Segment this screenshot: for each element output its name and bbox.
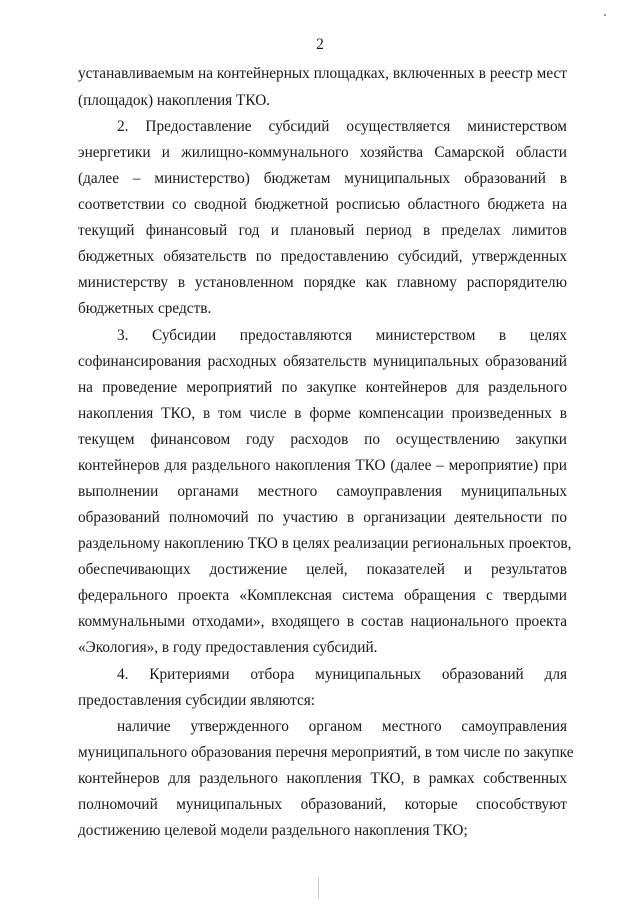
text-line: коммунальными отходами», входящего в состав национального проекта <box>78 613 567 630</box>
text-line: (далее – министерство) бюджетам муниципальных образований в <box>78 170 567 187</box>
text-line: полномочий муниципальных образований, которые способствуют <box>78 796 567 813</box>
text-line: 4. Критериями отбора муниципальных образований для <box>117 666 567 683</box>
text-line: выполнении органами местного самоуправления муниципальных <box>78 483 567 500</box>
text-line: наличие утвержденного органом местного самоуправления <box>117 718 567 735</box>
text-line: накопления ТКО, в том числе в форме компенсации произведенных в <box>78 405 567 422</box>
text-line: достижению целевой модели раздельного накопления ТКО; <box>78 822 468 839</box>
text-line: софинансирования расходных обязательств муниципальных образований <box>78 353 567 370</box>
text-line: «Экология», в году предоставления субсидий. <box>78 639 378 656</box>
text-line: текущий финансовый год и плановый период в пределах лимитов <box>78 222 567 239</box>
text-line: 3. Субсидии предоставляются министерством в целях <box>117 327 567 344</box>
text-line: энергетики и жилищно-коммунального хозяйства Самарской области <box>78 144 567 161</box>
text-line: обеспечивающих достижение целей, показателей и результатов <box>78 561 567 578</box>
text-line: текущем финансовом году расходов по осуществлению закупки <box>78 431 567 448</box>
text-line: бюджетных обязательств по предоставлению субсидий, утвержденных <box>78 248 567 265</box>
text-line: устанавливаемым на контейнерных площадках, включенных в реестр мест <box>78 65 567 82</box>
text-line: контейнеров для раздельного накопления ТКО (далее – мероприятие) при <box>78 457 567 474</box>
text-line: образований полномочий по участию в организации деятельности по <box>78 509 567 526</box>
text-line: министерству в установленном порядке как главному распорядителю <box>78 274 567 291</box>
text-line: 2. Предоставление субсидий осуществляется министерством <box>117 118 567 135</box>
text-line: на проведение мероприятий по закупке контейнеров для раздельного <box>78 379 567 396</box>
text-line: соответствии со сводной бюджетной росписью областного бюджета на <box>78 196 567 213</box>
page-number: 2 <box>316 36 324 53</box>
text-line: федерального проекта «Комплексная система обращения с твердыми <box>78 587 567 604</box>
text-line: предоставления субсидии являются: <box>78 692 316 709</box>
corner-mark <box>604 14 606 16</box>
text-line: раздельному накоплению ТКО в целях реализации региональных проектов, <box>78 535 572 552</box>
text-line: бюджетных средств. <box>78 300 212 317</box>
scan-artifact <box>318 877 319 899</box>
text-line: (площадок) накопления ТКО. <box>78 92 271 109</box>
text-line: контейнеров для раздельного накопления ТКО, в рамках собственных <box>78 770 567 787</box>
text-line: муниципального образования перечня мероприятий, в том числе по закупке <box>78 744 574 761</box>
